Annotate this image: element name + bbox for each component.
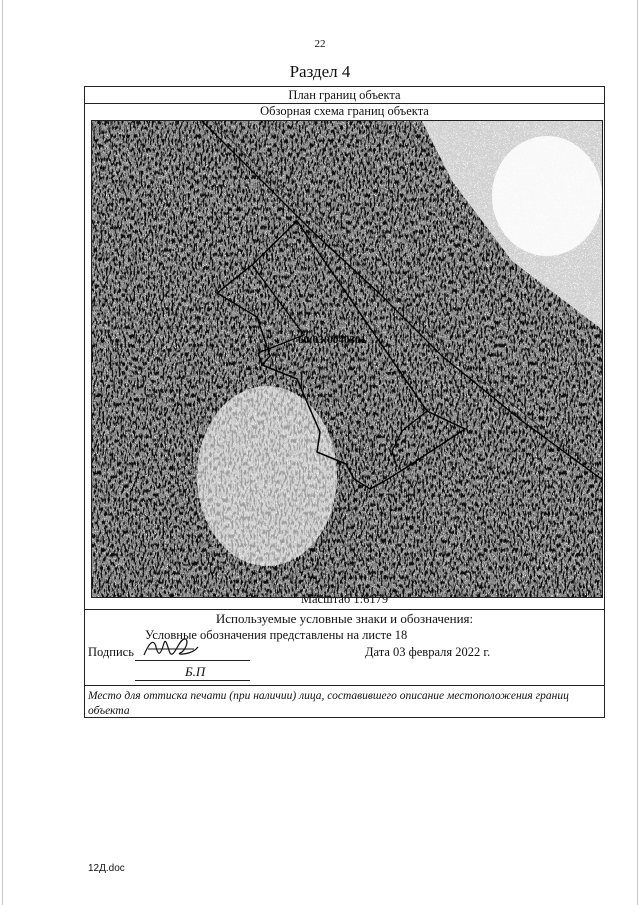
map-canvas (92, 121, 603, 598)
signature-initials: Б.П (185, 664, 206, 679)
stamp-divider (85, 685, 604, 686)
footer-filename: 12Д.doc (88, 863, 125, 874)
light-patch-ne (492, 136, 602, 256)
boundary-plan-form (84, 86, 605, 718)
signature-label: Подпись (88, 645, 134, 659)
plan-title: План границ объекта (85, 87, 604, 104)
map-scale: Масштаб 1:6179 (300, 592, 389, 606)
section-title: Раздел 4 (289, 62, 351, 81)
overview-map (91, 120, 603, 598)
legend-divider (85, 609, 604, 610)
legend-reference: Условные обозначения представлены на листе 18 (145, 628, 408, 642)
page-right-edge (637, 0, 638, 905)
page-number: 22 (314, 38, 326, 50)
scheme-title: Обзорная схема границ объекта (260, 104, 429, 118)
legend-title: Используемые условные знаки и обозначения: (215, 611, 474, 626)
page-left-edge (2, 0, 3, 905)
cadastral-number-label: 60:03:0040301 (298, 334, 366, 346)
signature-date: Дата 03 февраля 2022 г. (365, 645, 491, 659)
stamp-note: Место для оттиска печати (при наличии) лица, составившего описание местоположения границ объекта (88, 690, 569, 717)
signature-handwriting (140, 633, 200, 663)
initials-line (135, 680, 250, 681)
light-patch-sw (197, 386, 337, 566)
